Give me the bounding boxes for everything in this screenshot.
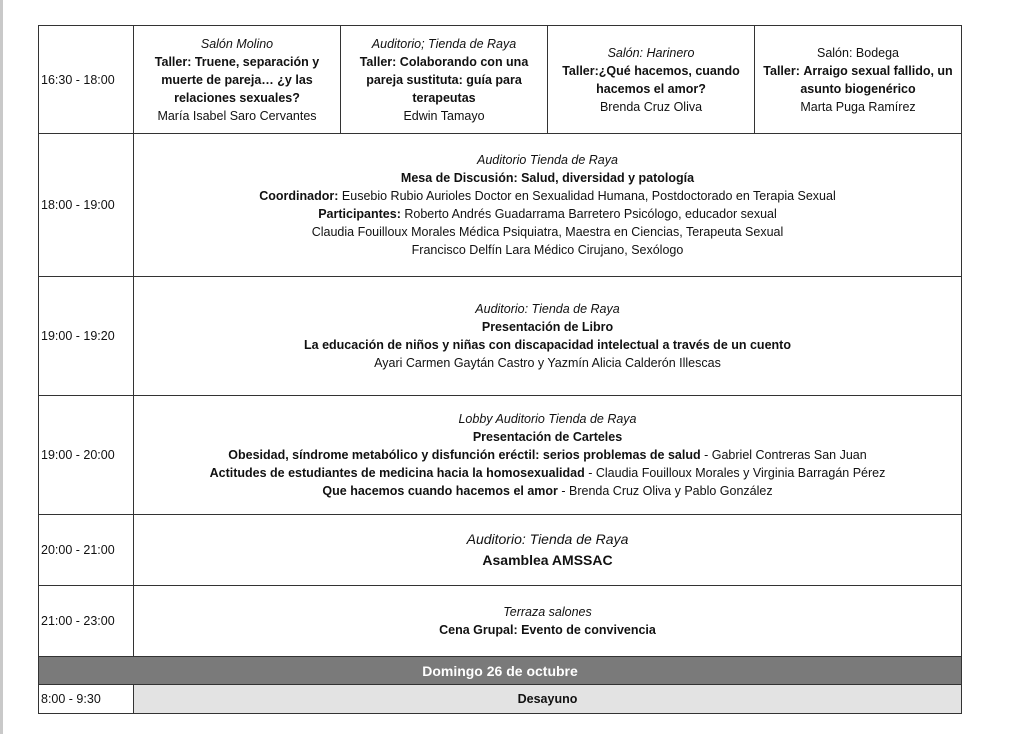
libro-title: Presentación de Libro bbox=[481, 320, 614, 334]
workshop-title: ¿Qué hacemos, cuando hacemos el amor? bbox=[596, 63, 740, 96]
time-cell: 20:00 - 21:00 bbox=[39, 515, 134, 586]
workshop-cell-molino bbox=[134, 26, 341, 134]
libro-subtitle: La educación de niños y niñas con discapacidad intelectual a través de un cuento bbox=[304, 338, 791, 352]
breakfast-cell: Desayuno bbox=[134, 685, 962, 714]
poster-authors: - Gabriel Contreras San Juan bbox=[700, 448, 867, 462]
row-workshops bbox=[39, 26, 962, 134]
libro-authors: Ayari Carmen Gaytán Castro y Yazmín Alicia Calderón Illescas bbox=[374, 356, 721, 370]
venue-label: Terraza salones bbox=[503, 605, 592, 619]
workshop-prefix: Taller: bbox=[562, 63, 599, 78]
poster-item bbox=[138, 464, 957, 482]
asamblea-title: Asamblea AMSSAC bbox=[482, 552, 613, 568]
carteles-cell bbox=[134, 396, 962, 515]
workshop-cell-auditorio bbox=[341, 26, 548, 134]
venue-label: Salón: Harinero bbox=[607, 45, 695, 60]
workshop-prefix: Taller: bbox=[359, 54, 397, 69]
poster-title: Que hacemos cuando hacemos el amor bbox=[322, 484, 558, 498]
time-cell: 19:00 - 19:20 bbox=[39, 277, 134, 396]
workshop-cell-bodega bbox=[755, 26, 962, 134]
participant: Francisco Delfín Lara Médico Cirujano, Sexólogo bbox=[411, 243, 684, 257]
venue-label: Auditorio; Tienda de Raya bbox=[371, 36, 517, 51]
venue-label: Auditorio: Tienda de Raya bbox=[475, 302, 620, 316]
participant: Roberto Andrés Guadarrama Barretero Psicólogo, educador sexual bbox=[404, 207, 777, 221]
workshop-cell-harinero bbox=[548, 26, 755, 134]
row-libro bbox=[39, 277, 962, 396]
workshop-speaker: Marta Puga Ramírez bbox=[800, 99, 916, 114]
row-mesa bbox=[39, 134, 962, 277]
row-carteles bbox=[39, 396, 962, 515]
carteles-title: Presentación de Carteles bbox=[472, 430, 623, 444]
cena-title: Cena Grupal: Evento de convivencia bbox=[439, 623, 656, 637]
workshop-prefix: Taller: bbox=[154, 54, 192, 69]
venue-label: Salón Molino bbox=[200, 36, 274, 51]
time-cell: 16:30 - 18:00 bbox=[39, 26, 134, 134]
time-cell: 18:00 - 19:00 bbox=[39, 134, 134, 277]
poster-title: Actitudes de estudiantes de medicina hacia la homosexualidad bbox=[209, 466, 585, 480]
row-cena bbox=[39, 586, 962, 657]
participants-label: Participantes: bbox=[318, 207, 401, 221]
day-header: Domingo 26 de octubre bbox=[39, 657, 962, 685]
time-cell: 19:00 - 20:00 bbox=[39, 396, 134, 515]
row-breakfast bbox=[39, 685, 962, 714]
coordinator-label: Coordinador: bbox=[259, 189, 339, 203]
poster-title: Obesidad, síndrome metabólico y disfunción eréctil: serios problemas de salud bbox=[228, 448, 701, 462]
poster-item bbox=[138, 446, 957, 464]
schedule-table bbox=[38, 25, 962, 714]
poster-item bbox=[138, 482, 957, 500]
mesa-title: Mesa de Discusión: Salud, diversidad y patología bbox=[400, 171, 695, 185]
poster-authors: - Brenda Cruz Oliva y Pablo González bbox=[557, 484, 773, 498]
row-day-header bbox=[39, 657, 962, 685]
venue-label: Auditorio Tienda de Raya bbox=[477, 153, 618, 167]
workshop-prefix: Taller: bbox=[763, 63, 800, 78]
time-cell: 8:00 - 9:30 bbox=[39, 685, 134, 714]
participant: Claudia Fouilloux Morales Médica Psiquiatra, Maestra en Ciencias, Terapeuta Sexual bbox=[311, 225, 784, 239]
asamblea-cell bbox=[134, 515, 962, 586]
coordinator-name: Eusebio Rubio Aurioles Doctor en Sexualidad Humana, Postdoctorado en Terapia Sexual bbox=[341, 189, 836, 203]
venue-label: Lobby Auditorio Tienda de Raya bbox=[458, 412, 637, 426]
workshop-title: Colaborando con una pareja sustituta: guía para terapeutas bbox=[366, 54, 529, 105]
time-cell: 21:00 - 23:00 bbox=[39, 586, 134, 657]
workshop-title: Truene, separación y muerte de pareja… ¿y las relaciones sexuales? bbox=[161, 54, 320, 105]
workshop-speaker: Edwin Tamayo bbox=[403, 108, 485, 123]
row-asamblea bbox=[39, 515, 962, 586]
venue-label: Auditorio: Tienda de Raya bbox=[466, 531, 629, 547]
page-left-border bbox=[0, 0, 3, 734]
venue-label: Salón: Bodega bbox=[816, 45, 899, 60]
cena-cell bbox=[134, 586, 962, 657]
workshop-speaker: Brenda Cruz Oliva bbox=[599, 99, 703, 114]
libro-cell bbox=[134, 277, 962, 396]
workshop-title: Arraigo sexual fallido, un asunto biogenérico bbox=[800, 63, 953, 96]
poster-authors: - Claudia Fouilloux Morales y Virginia Barragán Pérez bbox=[584, 466, 886, 480]
mesa-cell bbox=[134, 134, 962, 277]
workshop-speaker: María Isabel Saro Cervantes bbox=[157, 108, 317, 123]
